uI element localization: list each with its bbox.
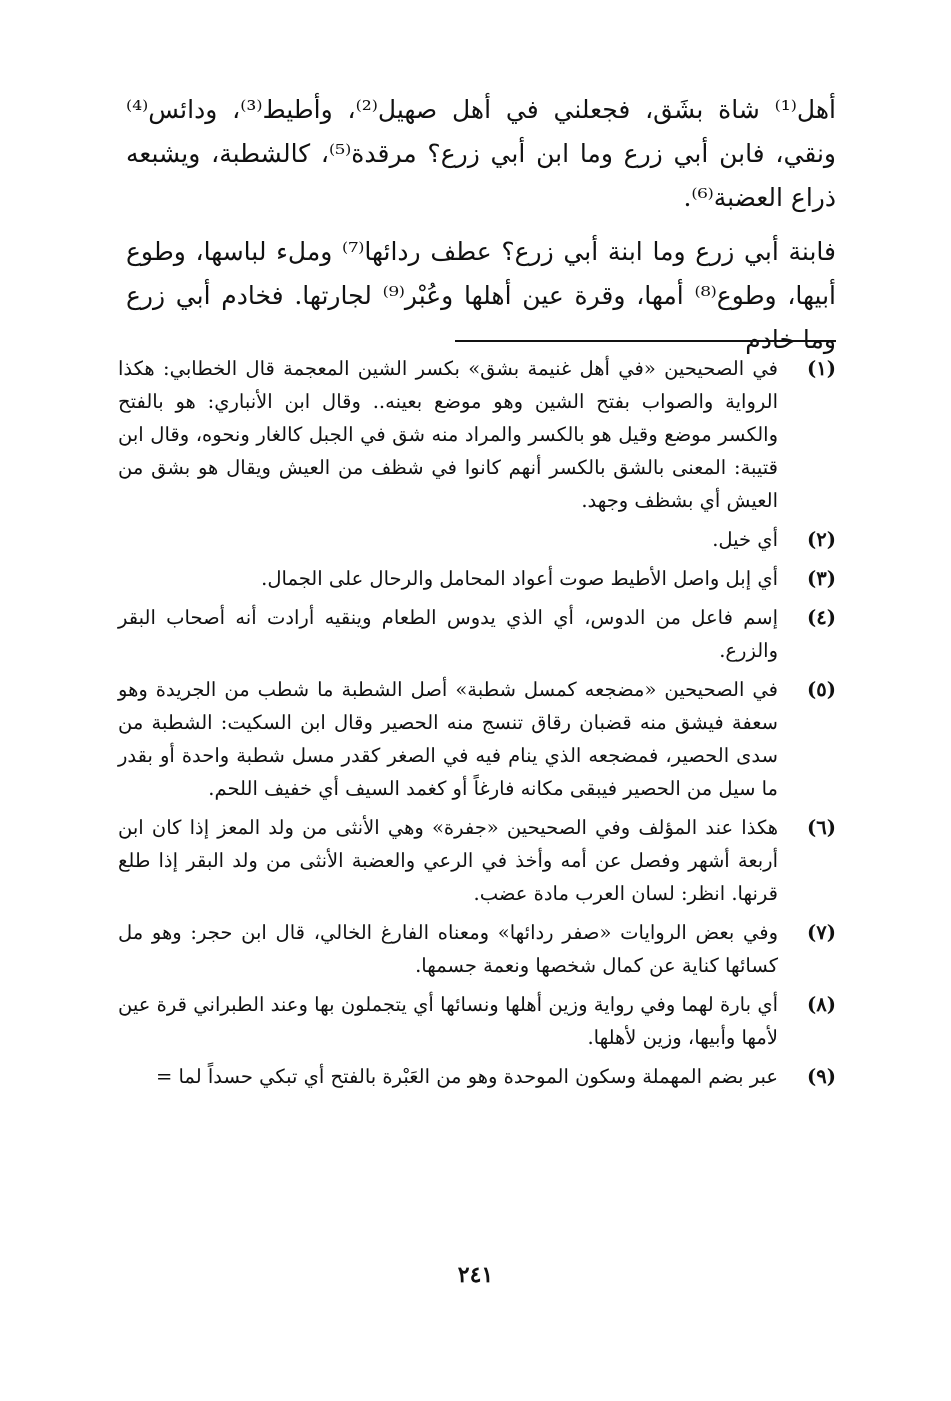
footnote-3 (118, 562, 836, 595)
footnote-9 (118, 1060, 836, 1093)
main-text (126, 88, 836, 362)
footnote-separator (455, 340, 836, 342)
footnote-1 (118, 352, 836, 517)
footnote-text: أي إبل واصل الأطيط صوت أعواد المحامل والرحال على الجمال. (261, 567, 778, 590)
footnote-number: (١) (807, 357, 836, 380)
footnote-number: (٧) (807, 921, 836, 944)
main-paragraph: أهل⁽¹⁾ شاة بشَق، فجعلني في أهل صهيل⁽²⁾، وأطيط⁽³⁾، ودائس⁽⁴⁾ ونقي، فابن أبي زرع وما ابن أبي زرع؟ مرقدة⁽⁵⁾، كالشطبة، ويشبعه ذراع العضبة⁽⁶⁾. (126, 95, 837, 212)
footnote-number: (٦) (807, 816, 836, 839)
footnote-4 (118, 601, 836, 667)
footnote-text: في الصحيحين «مضجعه كمسل شطبة» أصل الشطبة ما شطب من الجريدة وهو سعفة فيشق منه قضبان رقاق تنسج منه الحصير وقال ابن السكيت: الشطبة من سدى الحصير، فمضجعه الذي ينام فيه في الصغر كقدر مسل شطبة واحدة أو بقدر ما سيل من الحصير فيبقى مكانه فارغاً أو كغمد السيف أي خفيف اللحم. (118, 678, 778, 800)
footnote-number: (٥) (807, 678, 836, 701)
footnote-text: أي خيل. (712, 528, 778, 551)
footnote-text: أي بارة لهما وفي رواية وزين أهلها ونسائها أي يتجملون بها وعند الطبراني قرة عين لأمها وأبيها، وزين لأهلها. (118, 993, 778, 1049)
footnote-5 (118, 673, 836, 805)
footnote-number: (٨) (807, 993, 836, 1016)
footnote-7 (118, 916, 836, 982)
footnote-text: في الصحيحين «في أهل غنيمة بشق» بكسر الشين المعجمة قال الخطابي: هكذا الرواية والصواب بفتح الشين وهو موضع بعينه.. وقال ابن الأنباري: هو بالفتح والكسر موضع وقيل هو بالكسر والمراد منه شق في الجبل كالغار ونحوه، وقال ابن قتيبة: المعنى بالشق بالكسر أنهم كانوا في شظف من العيش ويقال هو بشق من العيش أي بشظف وجهد. (118, 357, 778, 512)
footnotes-section (118, 352, 836, 1099)
footnote-8 (118, 988, 836, 1054)
footnote-6 (118, 811, 836, 910)
footnote-number: (٩) (807, 1065, 836, 1088)
footnote-number: (٤) (807, 606, 836, 629)
footnote-text: عبر بضم المهملة وسكون الموحدة وهو من العَبْرة بالفتح أي تبكي حسداً لما = (155, 1065, 778, 1088)
footnote-text: وفي بعض الروايات «صفر ردائها» ومعناه الفارغ الخالي، قال ابن حجر: وهو مل كسائها كناية عن كمال شخصها ونعمة جسمها. (118, 921, 778, 977)
main-paragraph: فابنة أبي زرع وما ابنة أبي زرع؟ عطف ردائها⁽⁷⁾ وملء لباسها، وطوع أبيها، وطوع⁽⁸⁾ أمها، وقرة عين أهلها وعُبْر⁽⁹⁾ لجارتها. فخادم أبي زرع وما خادم (126, 237, 837, 354)
footnote-text: إسم فاعل من الدوس، أي الذي يدوس الطعام وينقيه أرادت أنه أصحاب البقر والزرع. (118, 606, 778, 662)
footnote-number: (٣) (807, 567, 836, 590)
footnote-2 (118, 523, 836, 556)
page-number: ٢٤١ (457, 1262, 494, 1288)
footnote-number: (٢) (807, 528, 836, 551)
footnote-text: هكذا عند المؤلف وفي الصحيحين «جفرة» وهي الأنثى من ولد المعز إذا كان ابن أربعة أشهر وفصل عن أمه وأخذ في الرعي والعضبة الأنثى من ولد البقر إذا طلع قرنها. انظر: لسان العرب مادة عضب. (118, 816, 778, 905)
